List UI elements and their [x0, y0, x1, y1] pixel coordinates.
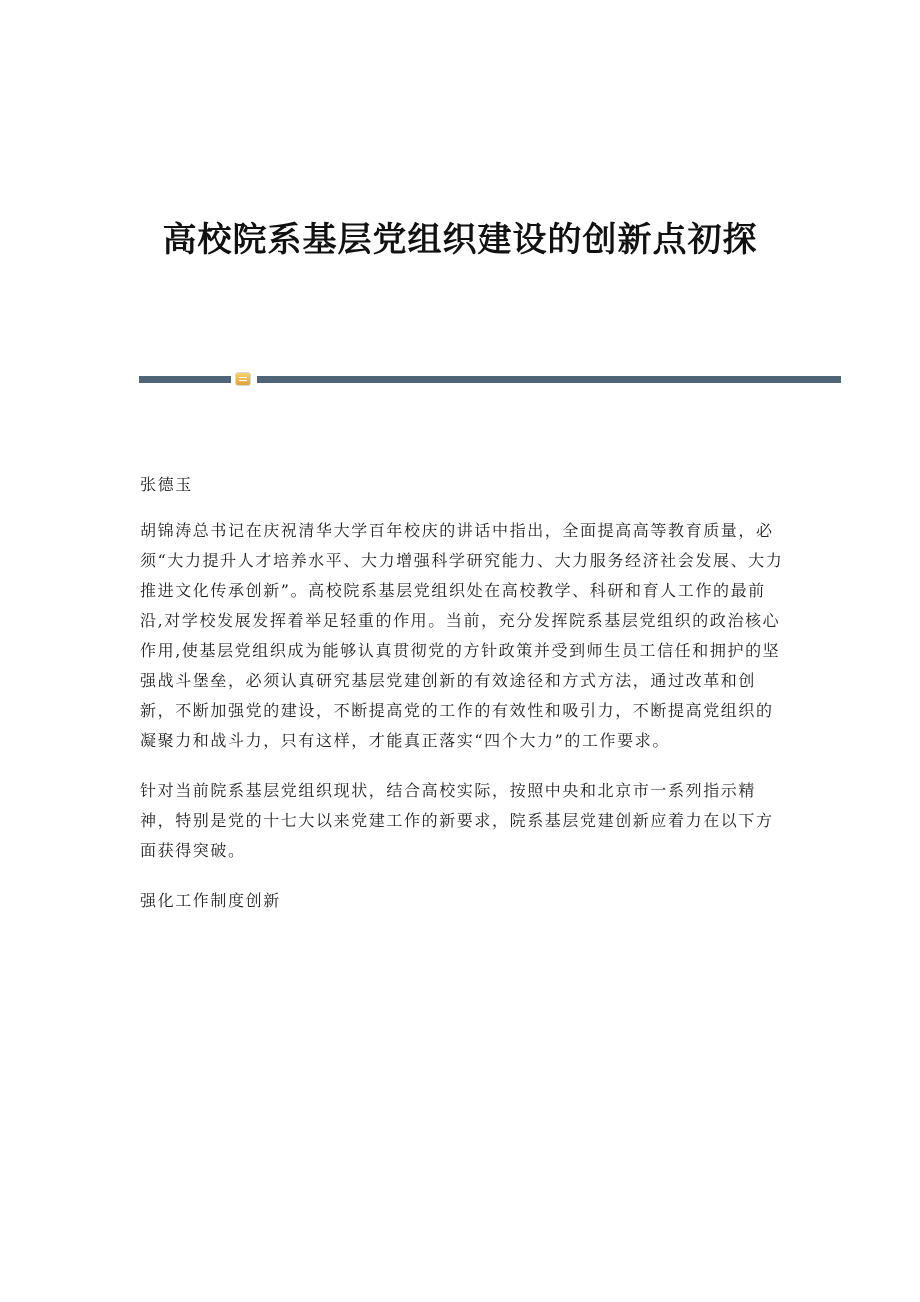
document-icon — [236, 373, 250, 385]
author-name: 张德玉 — [140, 475, 193, 494]
document-body — [140, 470, 785, 916]
section-heading: 强化工作制度创新 — [140, 891, 281, 910]
title-divider — [139, 371, 841, 387]
document-title: 高校院系基层党组织建设的创新点初探 — [162, 220, 758, 260]
divider-bar-left — [139, 376, 231, 383]
divider-bar-right — [257, 376, 841, 383]
body-paragraph-2: 针对当前院系基层党组织现状，结合高校实际，按照中央和北京市一系列指示精神，特别是党的十七大以来党建工作的新要求，院系基层党建创新应着力在以下方面获得突破。 — [140, 781, 774, 860]
body-paragraph-1: 胡锦涛总书记在庆祝清华大学百年校庆的讲话中指出，全面提高高等教育质量，必须“大力提升人才培养水平、大力增强科学研究能力、大力服务经济社会发展、大力推进文化传承创新”。高校院系基层党组织处在高校教学、科研和育人工作的最前沿,对学校发展发挥着举足轻重的作用。当前，充分发挥院系基层党组织的政治核心作用,使基层党组织成为能够认真贯彻党的方针政策并受到师生员工信任和拥护的坚强战斗堡垒，必须认真研究基层党建创新的有效途径和方式方法，通过改革和创新，不断加强党的建设，不断提高党的工作的有效性和吸引力，不断提高党组织的凝聚力和战斗力，只有这样，才能真正落实“四个大力”的工作要求。 — [140, 521, 784, 750]
